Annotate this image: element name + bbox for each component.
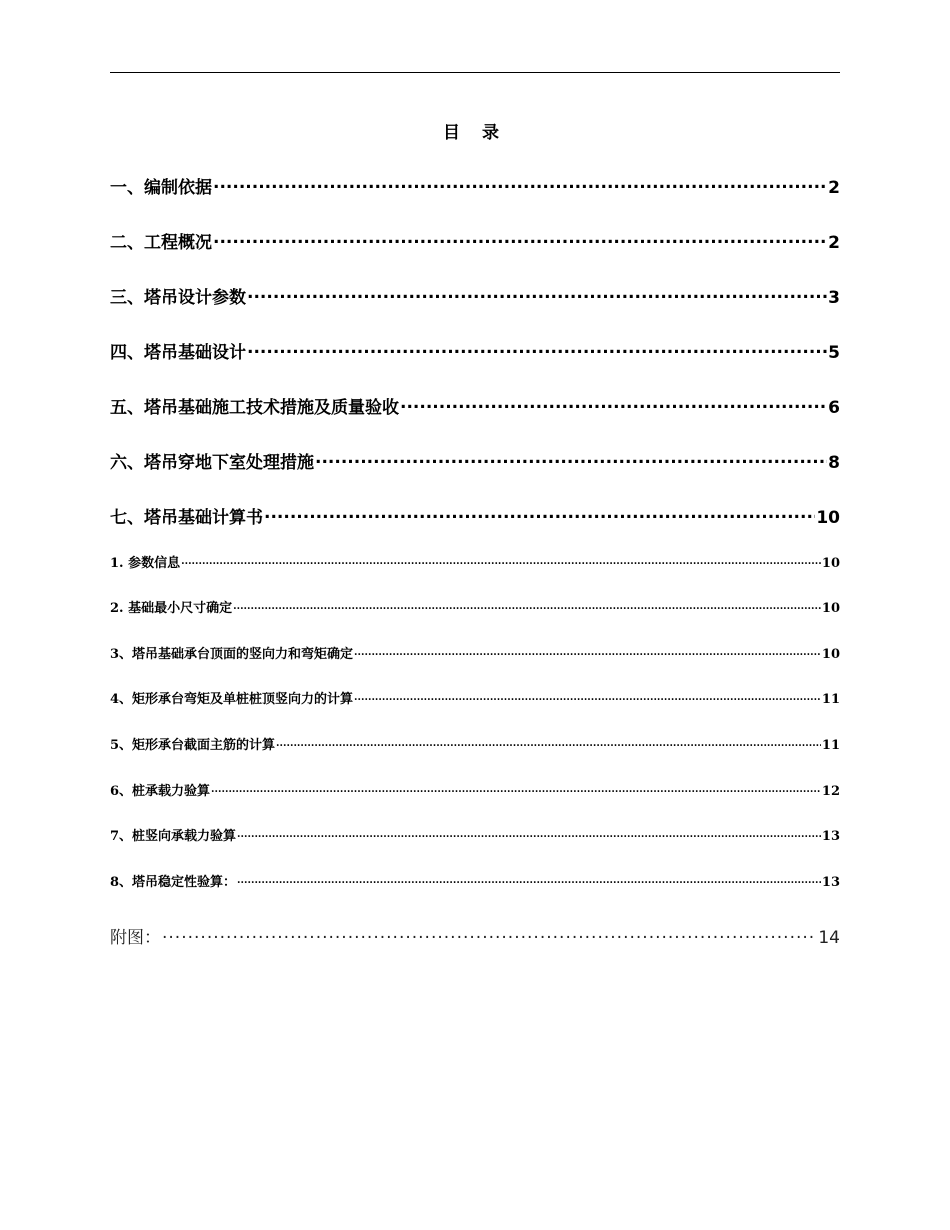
toc-entry-page: 2 bbox=[828, 233, 840, 253]
toc-entry-page: 8 bbox=[828, 453, 840, 473]
dot-leader bbox=[264, 506, 815, 523]
toc-subentry-page: 10 bbox=[821, 647, 840, 662]
toc-entry[interactable] bbox=[110, 173, 840, 198]
toc-entry-label: 三、塔吊设计参数 bbox=[110, 288, 246, 308]
toc-entry[interactable] bbox=[110, 393, 840, 418]
toc-entry-label: 四、塔吊基础设计 bbox=[110, 343, 246, 363]
toc-appendix-label: 附图： bbox=[110, 928, 161, 948]
dot-leader bbox=[237, 830, 821, 840]
header-rule bbox=[110, 72, 840, 73]
toc-entry-page: 2 bbox=[828, 178, 840, 198]
toc-subentry[interactable] bbox=[110, 871, 840, 890]
toc-appendix-entry[interactable] bbox=[110, 923, 840, 948]
toc-title: 目 录 bbox=[443, 123, 507, 143]
dot-leader bbox=[233, 602, 821, 612]
toc-entry-page: 3 bbox=[828, 288, 840, 308]
dot-leader bbox=[162, 926, 817, 943]
toc-subentry-page: 11 bbox=[821, 692, 840, 707]
toc-appendix-page: 14 bbox=[818, 928, 840, 948]
toc-entry-label: 六、塔吊穿地下室处理措施 bbox=[110, 453, 314, 473]
toc-subentry-page: 12 bbox=[821, 784, 840, 799]
dot-leader bbox=[211, 785, 821, 795]
toc-subentry-label: 1. 参数信息 bbox=[110, 556, 181, 571]
dot-leader bbox=[400, 396, 827, 413]
toc-subentry-label: 5、矩形承台截面主筋的计算 bbox=[110, 738, 276, 753]
toc-entry-page: 10 bbox=[816, 508, 840, 528]
dot-leader bbox=[247, 286, 827, 303]
toc-subentry-label: 7、桩竖向承载力验算 bbox=[110, 829, 237, 844]
toc-subentry[interactable] bbox=[110, 552, 840, 571]
toc-entry-label: 二、工程概况 bbox=[110, 233, 212, 253]
dot-leader bbox=[247, 341, 827, 358]
dot-leader bbox=[354, 648, 821, 658]
toc-subentry-label: 6、桩承载力验算 bbox=[110, 784, 211, 799]
toc-entry[interactable] bbox=[110, 338, 840, 363]
toc-subentry-label: 3、塔吊基础承台顶面的竖向力和弯矩确定 bbox=[110, 647, 354, 662]
toc-subentry-page: 11 bbox=[821, 738, 840, 753]
dot-leader bbox=[237, 876, 821, 886]
dot-leader bbox=[181, 557, 821, 567]
toc-subentry[interactable] bbox=[110, 688, 840, 707]
toc-subentry[interactable] bbox=[110, 780, 840, 799]
toc-entry-label: 一、编制依据 bbox=[110, 178, 212, 198]
toc-subentry-label: 8、塔吊稳定性验算： bbox=[110, 875, 237, 890]
toc-entry-page: 6 bbox=[828, 398, 840, 418]
toc-entry[interactable] bbox=[110, 283, 840, 308]
toc-entry[interactable] bbox=[110, 503, 840, 528]
toc-entry[interactable] bbox=[110, 228, 840, 253]
toc-entry[interactable] bbox=[110, 448, 840, 473]
toc-subentry-page: 10 bbox=[821, 556, 840, 571]
toc-subentry-page: 13 bbox=[821, 875, 840, 890]
toc-entry-label: 七、塔吊基础计算书 bbox=[110, 508, 263, 528]
toc-subentry[interactable] bbox=[110, 643, 840, 662]
dot-leader bbox=[315, 451, 827, 468]
toc-subentry[interactable] bbox=[110, 825, 840, 844]
dot-leader bbox=[213, 176, 827, 193]
toc-subentry-label: 4、矩形承台弯矩及单桩桩顶竖向力的计算 bbox=[110, 692, 354, 707]
toc-entry-page: 5 bbox=[828, 343, 840, 363]
toc-subentry-page: 10 bbox=[821, 601, 840, 616]
toc-subentry-label: 2. 基础最小尺寸确定 bbox=[110, 601, 233, 616]
toc-subentry[interactable] bbox=[110, 734, 840, 753]
toc-entry-label: 五、塔吊基础施工技术措施及质量验收 bbox=[110, 398, 399, 418]
dot-leader bbox=[213, 231, 827, 248]
dot-leader bbox=[354, 693, 821, 703]
toc-subentry[interactable] bbox=[110, 597, 840, 616]
dot-leader bbox=[276, 739, 821, 749]
toc-subentry-page: 13 bbox=[821, 829, 840, 844]
